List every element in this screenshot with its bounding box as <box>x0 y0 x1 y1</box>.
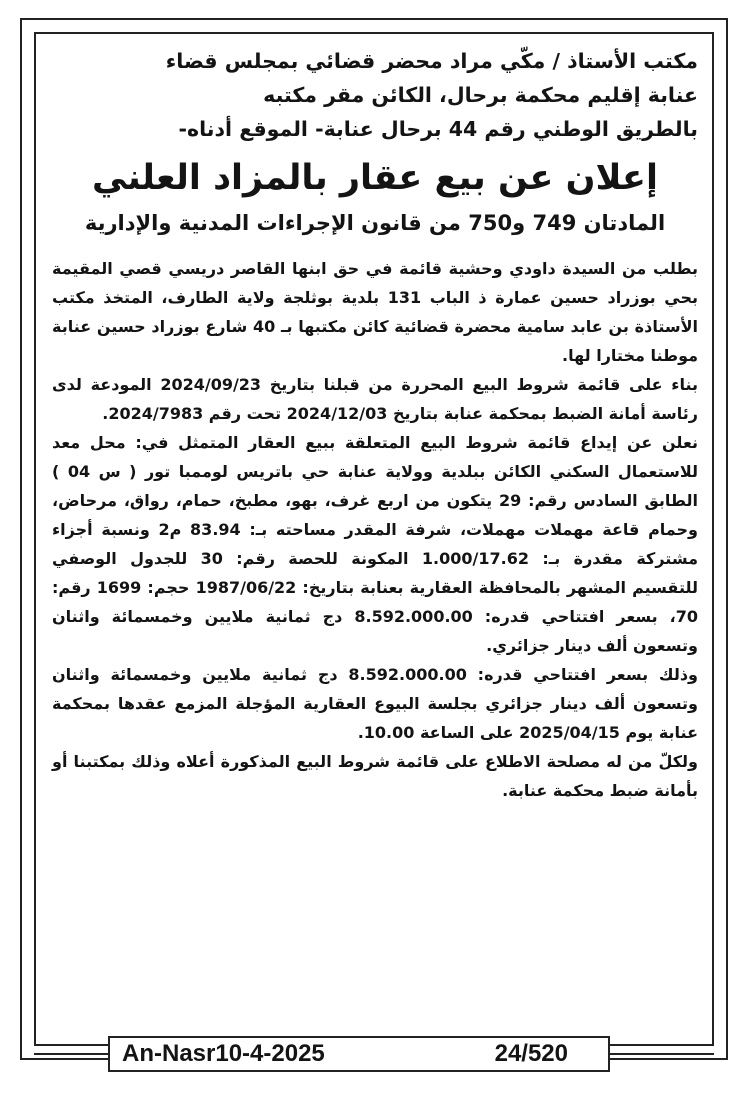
conditions-paragraph: بناء على قائمة شروط البيع المحررة من قبلنا بتاريخ 2024/09/23 المودعة لدى رئاسة أمانة الضبط بمحكمة عنابة بتاريخ 2024/12/03 تحت رقم 2024/7983. <box>52 375 698 423</box>
announcement-title: إعلان عن بيع عقار بالمزاد العلني <box>92 158 658 198</box>
publication-footer <box>108 1036 610 1072</box>
sale-session-paragraph: وذلك بسعر افتتاحي قدره: 8.592.000.00 دج ثمانية ملايين وخمسمائة واثنان وتسعون ألف دينار جزائري بجلسة البيوع العقارية المؤجلة المزمع عقدها بمحكمة عنابة يوم 2025/04/15 على الساعة 10.00. <box>52 665 698 742</box>
announcement-box <box>34 32 714 1046</box>
office-line-2: عنابة إقليم محكمة برحال، الكائن مقر مكتبه <box>263 83 698 107</box>
newspaper-date: An-Nasr10-4-2025 <box>122 1040 325 1067</box>
requester-paragraph: بطلب من السيدة داودي وحشية قائمة في حق ابنها القاصر دريسي قصي المقيمة بحي بوزراد حسين عمارة ذ الباب 131 بلدية بوثلجة ولاية الطارف، المتخذ مكتب الأستاذة بن عابد سامية محضرة قضائية كائن مكتبها بـ 40 شارع بوزراد حسين عنابة موطنا مختارا لها. <box>52 259 698 365</box>
office-line-3: بالطريق الوطني رقم 44 برحال عنابة- الموقع أدناه- <box>178 117 698 141</box>
consultation-paragraph: ولكلّ من له مصلحة الاطلاع على قائمة شروط البيع المذكورة أعلاه وذلك بمكتبنا أو بأمانة ضبط محكمة عنابة. <box>52 752 698 800</box>
footer-rule-left <box>34 1053 108 1055</box>
footer-rule-right <box>610 1053 714 1055</box>
office-line-1: مكتب الأستاذ / مكّي مراد محضر قضائي بمجلس قضاء <box>165 49 698 73</box>
property-paragraph: نعلن عن إيداع قائمة شروط البيع المتعلقة ببيع العقار المتمثل في: محل معد للاستعمال السكني الكائن ببلدية وولاية عنابة حي باتريس لوممبا تور ( س 04 ) الطابق السادس رقم: 29 يتكون من اربع غرف، بهو، مطبخ، حمام، رواق، مرحاض، وحمام قاعة مهملات مهملات، شرفة المقدر مساحته بـ: 83.94 م2 ونسبة أجزاء مشتركة مقدرة بـ: 1.000/17.62 المكونة للحصة رقم: 30 للجدول الوصفي للتقسيم المشهر بالمحافظة العقارية بعنابة بتاريخ: 1987/06/22 حجم: 1699 رقم: 70، بسعر افتتاحي قدره: 8.592.000.00 دج ثمانية ملايين وخمسمائة واثنان وتسعون ألف دينار جزائري. <box>52 433 699 655</box>
legal-reference: المادتان 749 و750 من قانون الإجراءات المدنية والإدارية <box>84 211 666 235</box>
reference-number: 24/520 <box>494 1040 568 1067</box>
